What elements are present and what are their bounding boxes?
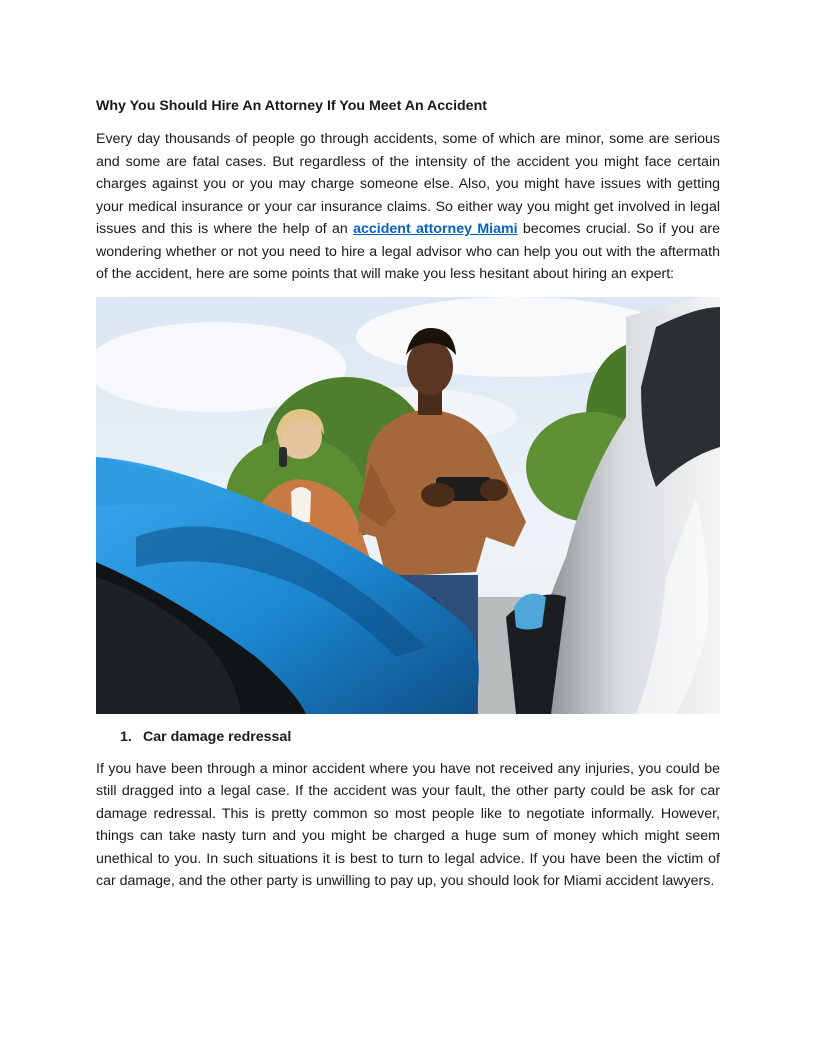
section-number: 1. — [120, 728, 132, 745]
accident-attorney-link[interactable]: accident attorney Miami — [353, 221, 518, 237]
section-body: If you have been through a minor accident where you have not received any injuries, you could be still dragged into a legal case. If the accident was your fault, the other party could be ask for car damage redressal. This is pretty common so most people like to negotiate informally. However, things can take nasty turn and you might be charged a huge sum of money which might seem unethical to you. In such situations it is best to turn to legal advice. If you have been the victim of car damage, and the other party is unwilling to pay up, you should look for Miami accident lawyers. — [96, 760, 720, 889]
document-page — [96, 96, 720, 893]
section-title: Car damage redressal — [143, 728, 292, 745]
intro-text-after-link: becomes crucial. So if you are wondering whether or not you need to hire a legal advisor who can help you out with the aftermath of the accident, here are some points that will make you less hesitant about hiring an expert: — [96, 221, 720, 282]
intro-paragraph — [96, 128, 720, 286]
accident-photo — [96, 297, 720, 714]
section-heading — [96, 726, 720, 748]
intro-text-before-link: Every day thousands of people go through accidents, some of which are minor, some are serious and some are fatal cases. But regardless of the intensity of the accident you might face certain charges against you or you may charge someone else. Also, you might have issues with getting your medical insurance or your car insurance claims. So either way you might get involved in legal issues and this is where the help of an — [96, 131, 720, 237]
article-title: Why You Should Hire An Attorney If You Meet An Accident — [96, 98, 487, 114]
